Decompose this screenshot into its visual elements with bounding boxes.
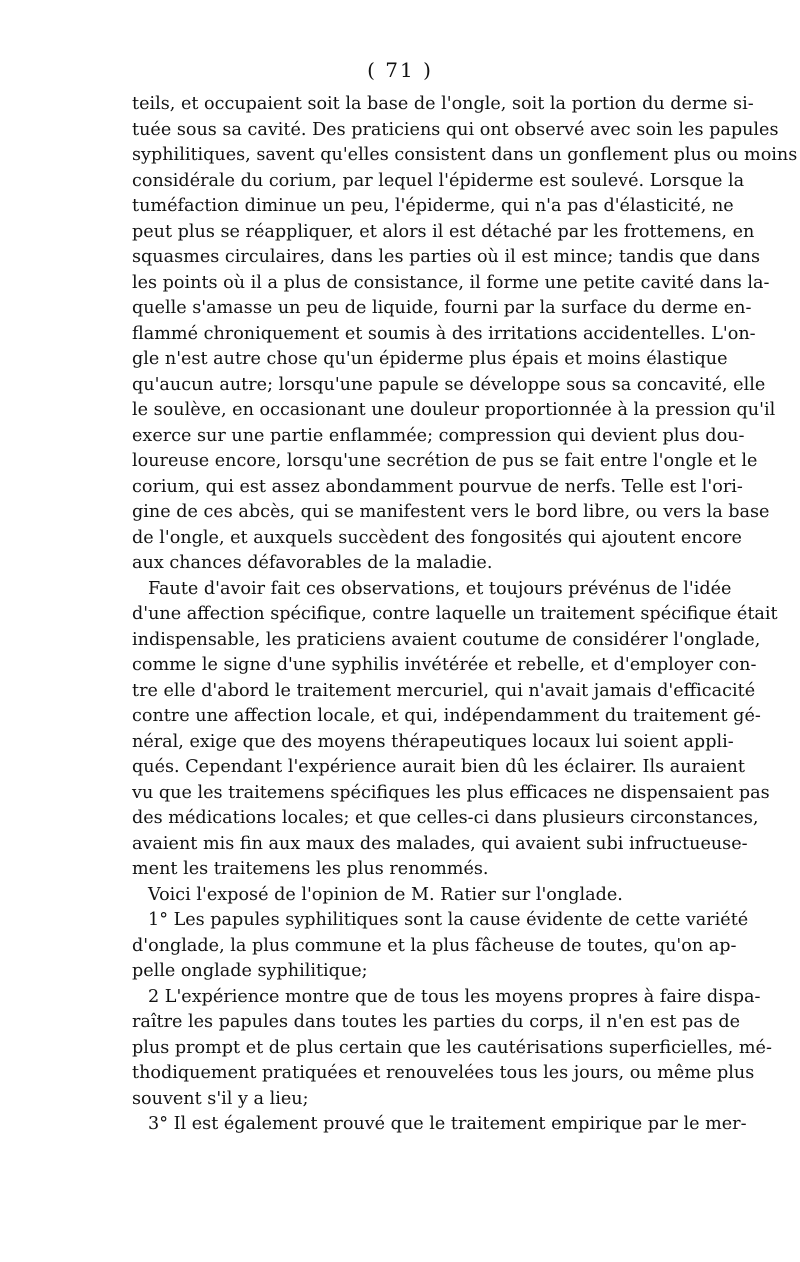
text-line: d'onglade, la plus commune et la plus fâcheuse de toutes, qu'on ap- (132, 935, 737, 956)
text-line: aux chances défavorables de la maladie. (132, 553, 493, 573)
text-line: 3° Il est également prouvé que le traitement empirique par le mer- (148, 1114, 747, 1134)
text-line: gine de ces abcès, qui se manifestent vers le bord libre, ou vers la base (132, 502, 770, 522)
body-text (132, 92, 798, 1138)
page-number: ( 71 ) (367, 58, 433, 82)
text-line: ment les traitemens les plus renommés. (132, 859, 489, 879)
text-line: flammé chroniquement et soumis à des irritations accidentelles. L'on- (132, 323, 756, 344)
text-line: Faute d'avoir fait ces observations, et toujours prévénus de l'idée (148, 578, 732, 599)
text-line: 1° Les papules syphilitiques sont la cause évidente de cette variété (148, 910, 749, 930)
text-line: avaient mis fin aux maux des malades, qui avaient subi infructueuse- (132, 833, 748, 854)
text-line: tuée sous sa cavité. Des praticiens qui ont observé avec soin les papules (132, 119, 779, 140)
text-line: teils, et occupaient soit la base de l'ongle, soit la portion du derme si- (132, 94, 754, 114)
text-line: néral, exige que des moyens thérapeutiques locaux lui soient appli- (132, 731, 734, 752)
text-line: tre elle d'abord le traitement mercuriel, qui n'avait jamais d'efficacité (132, 680, 756, 701)
text-line: thodiquement pratiquées et renouvelées tous les jours, ou même plus (132, 1063, 755, 1083)
text-line: gle n'est autre chose qu'un épiderme plus épais et moins élastique (132, 349, 728, 369)
text-line: Voici l'exposé de l'opinion de M. Ratier sur l'onglade. (148, 884, 623, 905)
text-line: tuméfaction diminue un peu, l'épiderme, qui n'a pas d'élasticité, ne (132, 196, 734, 216)
text-line: comme le signe d'une syphilis invétérée et rebelle, et d'employer con- (132, 655, 757, 675)
text-line: vu que les traitemens spécifiques les plus efficaces ne dispensaient pas (132, 782, 770, 803)
text-line: corium, qui est assez abondamment pourvue de nerfs. Telle est l'ori- (132, 476, 743, 497)
text-line: 2 L'expérience montre que de tous les moyens propres à faire dispa- (148, 986, 761, 1007)
text-line: des médications locales; et que celles-ci dans plusieurs circonstances, (132, 808, 759, 828)
text-line: d'une affection spécifique, contre laquelle un traitement spécifique était (132, 604, 778, 624)
text-line: indispensable, les praticiens avaient coutume de considérer l'onglade, (132, 629, 761, 650)
text-line: plus prompt et de plus certain que les cautérisations superficielles, mé- (132, 1037, 772, 1058)
text-line: syphilitiques, savent qu'elles consistent dans un gonflement plus ou moins (132, 145, 798, 165)
text-line: quelle s'amasse un peu de liquide, fourni par la surface du derme en- (132, 298, 752, 318)
text-line: exerce sur une partie enflammée; compression qui devient plus dou- (132, 425, 745, 446)
text-line: le soulève, en occasionant une douleur proportionnée à la pression qu'il (132, 400, 776, 420)
text-line: squasmes circulaires, dans les parties où il est mince; tandis que dans (132, 247, 760, 267)
text-line: les points où il a plus de consistance, il forme une petite cavité dans la- (132, 272, 770, 293)
text-line: raître les papules dans toutes les parties du corps, il n'en est pas de (132, 1012, 741, 1032)
text-line: loureuse encore, lorsqu'une secrétion de pus se fait entre l'ongle et le (132, 451, 758, 471)
text-line: contre une affection locale, et qui, indépendamment du traitement gé- (132, 706, 761, 726)
text-line: qu'aucun autre; lorsqu'une papule se développe sous sa concavité, elle (132, 374, 766, 395)
text-line: qués. Cependant l'expérience aurait bien dû les éclairer. Ils auraient (132, 757, 745, 777)
text-line: souvent s'il y a lieu; (132, 1088, 309, 1109)
text-line: pelle onglade syphilitique; (132, 961, 368, 981)
text-line: de l'ongle, et auxquels succèdent des fongosités qui ajoutent encore (132, 527, 742, 548)
text-line: considérale du corium, par lequel l'épiderme est soulevé. Lorsque la (132, 170, 745, 191)
text-line: peut plus se réappliquer, et alors il est détaché par les frottemens, en (132, 221, 755, 242)
